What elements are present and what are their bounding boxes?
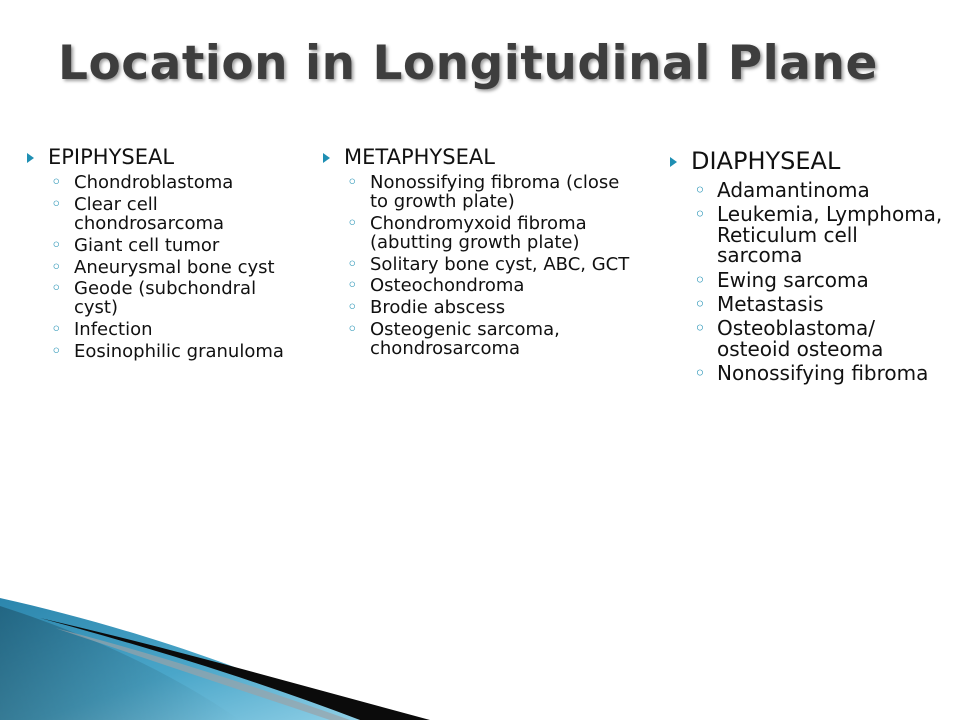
heading-text: METAPHYSEAL <box>344 145 495 169</box>
bullet-circle-icon: ◦ <box>694 361 706 386</box>
bullet-circle-icon: ◦ <box>347 297 358 319</box>
list-item: ◦ Chondromyxoid fibroma (abutting growth plate) <box>347 212 587 253</box>
list-item: ◦ Aneurysmal bone cyst <box>51 256 275 278</box>
heading-text: DIAPHYSEAL <box>691 147 841 175</box>
list-item: ◦ Brodie abscess <box>347 297 506 319</box>
list-item: ◦ Nonossifying fibroma <box>694 361 929 386</box>
bullet-circle-icon: ◦ <box>51 193 62 215</box>
list-item: ◦ Osteoblastoma/ osteoid osteoma <box>694 316 884 361</box>
bullet-circle-icon: ◦ <box>347 319 358 341</box>
list-item: ◦ Geode (subchondral cyst) <box>51 278 257 319</box>
list-item: ◦ Ewing sarcoma <box>694 267 869 292</box>
bullet-circle-icon: ◦ <box>51 278 62 300</box>
bullet-circle-icon: ◦ <box>347 172 358 193</box>
bullet-circle-icon: ◦ <box>51 256 62 278</box>
list-item: ◦ Giant cell tumor <box>51 234 220 256</box>
list-item: ◦ Metastasis <box>694 291 824 316</box>
bullet-circle-icon: ◦ <box>51 341 62 363</box>
bullet-circle-icon: ◦ <box>694 267 706 292</box>
list-item: ◦ Leukemia, Lymphoma, Reticulum cell sarcoma <box>694 202 943 268</box>
bullet-circle-icon: ◦ <box>694 291 706 316</box>
bullet-circle-icon: ◦ <box>347 212 358 234</box>
list-item: ◦ Clear cell chondrosarcoma <box>51 193 225 234</box>
list-item: ◦ Solitary bone cyst, ABC, GCT <box>347 253 630 275</box>
bullet-circle-icon: ◦ <box>51 234 62 256</box>
bullet-circle-icon: ◦ <box>347 253 358 275</box>
slide-title: Location in Longitudinal Plane <box>58 36 878 91</box>
list-item: ◦ Chondroblastoma <box>51 172 234 193</box>
list-item: ◦ Nonossifying fibroma (close to growth plate) <box>347 172 620 212</box>
list-item: ◦ Eosinophilic granuloma <box>51 341 284 363</box>
list-item: ◦ Infection <box>51 319 153 341</box>
list-item: ◦ Adamantinoma <box>694 178 870 202</box>
bullet-circle-icon: ◦ <box>694 202 706 227</box>
bullet-circle-icon: ◦ <box>347 275 358 297</box>
list-item: ◦ Osteochondroma <box>347 275 525 297</box>
bullet-circle-icon: ◦ <box>51 172 62 193</box>
bullet-circle-icon: ◦ <box>694 316 706 341</box>
bullet-circle-icon: ◦ <box>694 178 706 202</box>
list-item: ◦ Osteogenic sarcoma, chondrosarcoma <box>347 319 560 360</box>
bullet-circle-icon: ◦ <box>51 319 62 341</box>
heading-text: EPIPHYSEAL <box>48 145 175 169</box>
